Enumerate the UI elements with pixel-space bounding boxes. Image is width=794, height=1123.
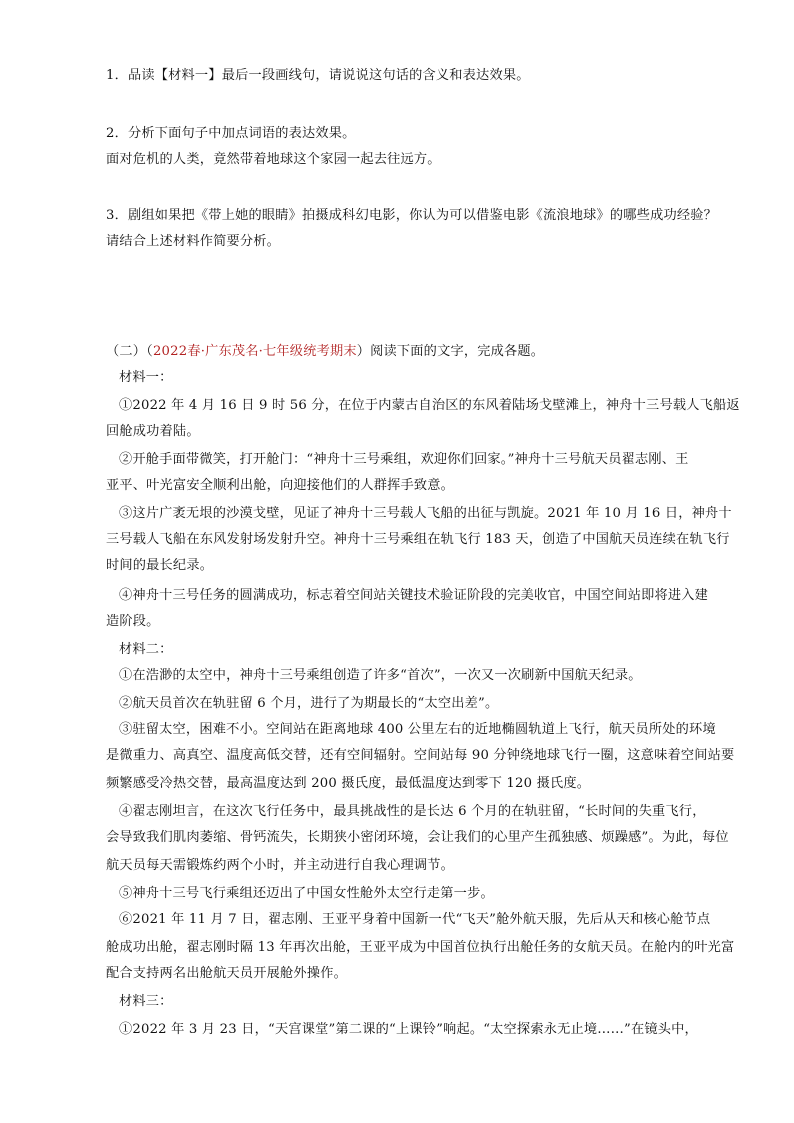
section-2-source: 2022春·广东茂名·七年级统考期末 <box>152 344 357 359</box>
paragraph-line: ②开舱手面带微笑，打开舱门：“神舟十三号乘组，欢迎你们回家。”神舟十三号航天员翟志刚、王 <box>119 452 689 467</box>
material-3-label: 材料三： <box>119 994 173 1009</box>
section-2-prefix: （二）（ <box>106 344 153 359</box>
paragraph-line: ⑤神舟十三号飞行乘组还迈出了中国女性舱外太空行走第一步。 <box>119 886 494 901</box>
paragraph-line: ④翟志刚坦言，在这次飞行任务中，最具挑战性的是长达 6 个月的在轨驻留，“长时间的失重飞行， <box>119 804 706 819</box>
paragraph-line: 时间的最长纪录。 <box>106 558 214 573</box>
paragraph-line: ①在浩渺的太空中，神舟十三号乘组创造了许多“首次”，一次又一次刷新中国航天纪录。 <box>119 668 642 683</box>
paragraph-line: 回舱成功着陆。 <box>106 424 200 439</box>
paragraph-line: 舱成功出舱，翟志刚时隔 13 年再次出舱，王亚平成为中国首位执行出舱任务的女航天员。在舱内的叶光富 <box>106 940 735 955</box>
question-1: 1．品读【材料一】最后一段画线句，请说说这句话的含义和表达效果。 <box>106 68 530 83</box>
paragraph-line: 会导致我们肌肉萎缩、骨钙流失，长期狭小密闭环境，会让我们的心里产生孤独感、烦躁感”。为此，每位 <box>106 830 729 845</box>
paragraph-line: ③驻留太空，困难不小。空间站在距离地球 400 公里左右的近地椭圆轨道上飞行，航天员所处的环境 <box>119 722 716 737</box>
paragraph-line: ⑥2021 年 11 月 7 日，翟志刚、王亚平身着中国新一代“飞天”舱外航天服，先后从天和核心舱节点 <box>119 912 711 927</box>
paragraph-line: 航天员每天需锻炼约两个小时，并主动进行自我心理调节。 <box>106 858 455 873</box>
material-1-label: 材料一： <box>119 370 173 385</box>
paragraph-line: 是微重力、高真空、温度高低交替，还有空间辐射。空间站每 90 分钟绕地球飞行一圈，这意味着空间站要 <box>106 748 735 763</box>
question-2-sentence: 面对危机的人类，竟然带着地球这个家园一起去往远方。 <box>106 152 441 167</box>
question-2: 2．分析下面句子中加点词语的表达效果。 <box>106 126 356 141</box>
section-2-heading <box>106 342 544 362</box>
material-2-label: 材料二： <box>119 642 173 657</box>
paragraph-line: ③这片广袤无垠的沙漠戈壁，见证了神舟十三号载人飞船的出征与凯旋。2021 年 10 月 16 日，神舟十 <box>119 506 732 521</box>
paragraph-line: ④神舟十三号任务的圆满成功，标志着空间站关键技术验证阶段的完美收官，中国空间站即将进入建 <box>119 588 709 603</box>
section-2-suffix: ）阅读下面的文字，完成各题。 <box>356 344 545 359</box>
paragraph-line: ②航天员首次在轨驻留 6 个月，进行了为期最长的“太空出差”。 <box>119 696 499 711</box>
paragraph-line: 频繁感受冷热交替，最高温度达到 200 摄氏度，最低温度达到零下 120 摄氏度。 <box>106 776 591 791</box>
paragraph-line: 配合支持两名出舱航天员开展舱外操作。 <box>106 966 347 981</box>
paragraph-line: ①2022 年 4 月 16 日 9 时 56 分，在位于内蒙古自治区的东风着陆场戈壁滩上，神舟十三号载人飞船返 <box>119 398 740 413</box>
paragraph-line: 亚平、叶光富安全顺利出舱，向迎接他们的人群挥手致意。 <box>106 478 455 493</box>
paragraph-line: 三号载人飞船在东风发射场发射升空。神舟十三号乘组在轨飞行 183 天，创造了中国航天员连续在轨飞行 <box>106 532 730 547</box>
paragraph-line: 造阶段。 <box>106 614 160 629</box>
question-3: 3．剧组如果把《带上她的眼睛》拍摄成科幻电影，你认为可以借鉴电影《流浪地球》的哪些成功经验？ <box>106 208 718 223</box>
question-3-continued: 请结合上述材料作简要分析。 <box>106 234 281 249</box>
paragraph-line: ①2022 年 3 月 23 日，“天宫课堂”第二课的“上课铃”响起。“太空探索永无止境……”在镜头中， <box>119 1022 698 1037</box>
